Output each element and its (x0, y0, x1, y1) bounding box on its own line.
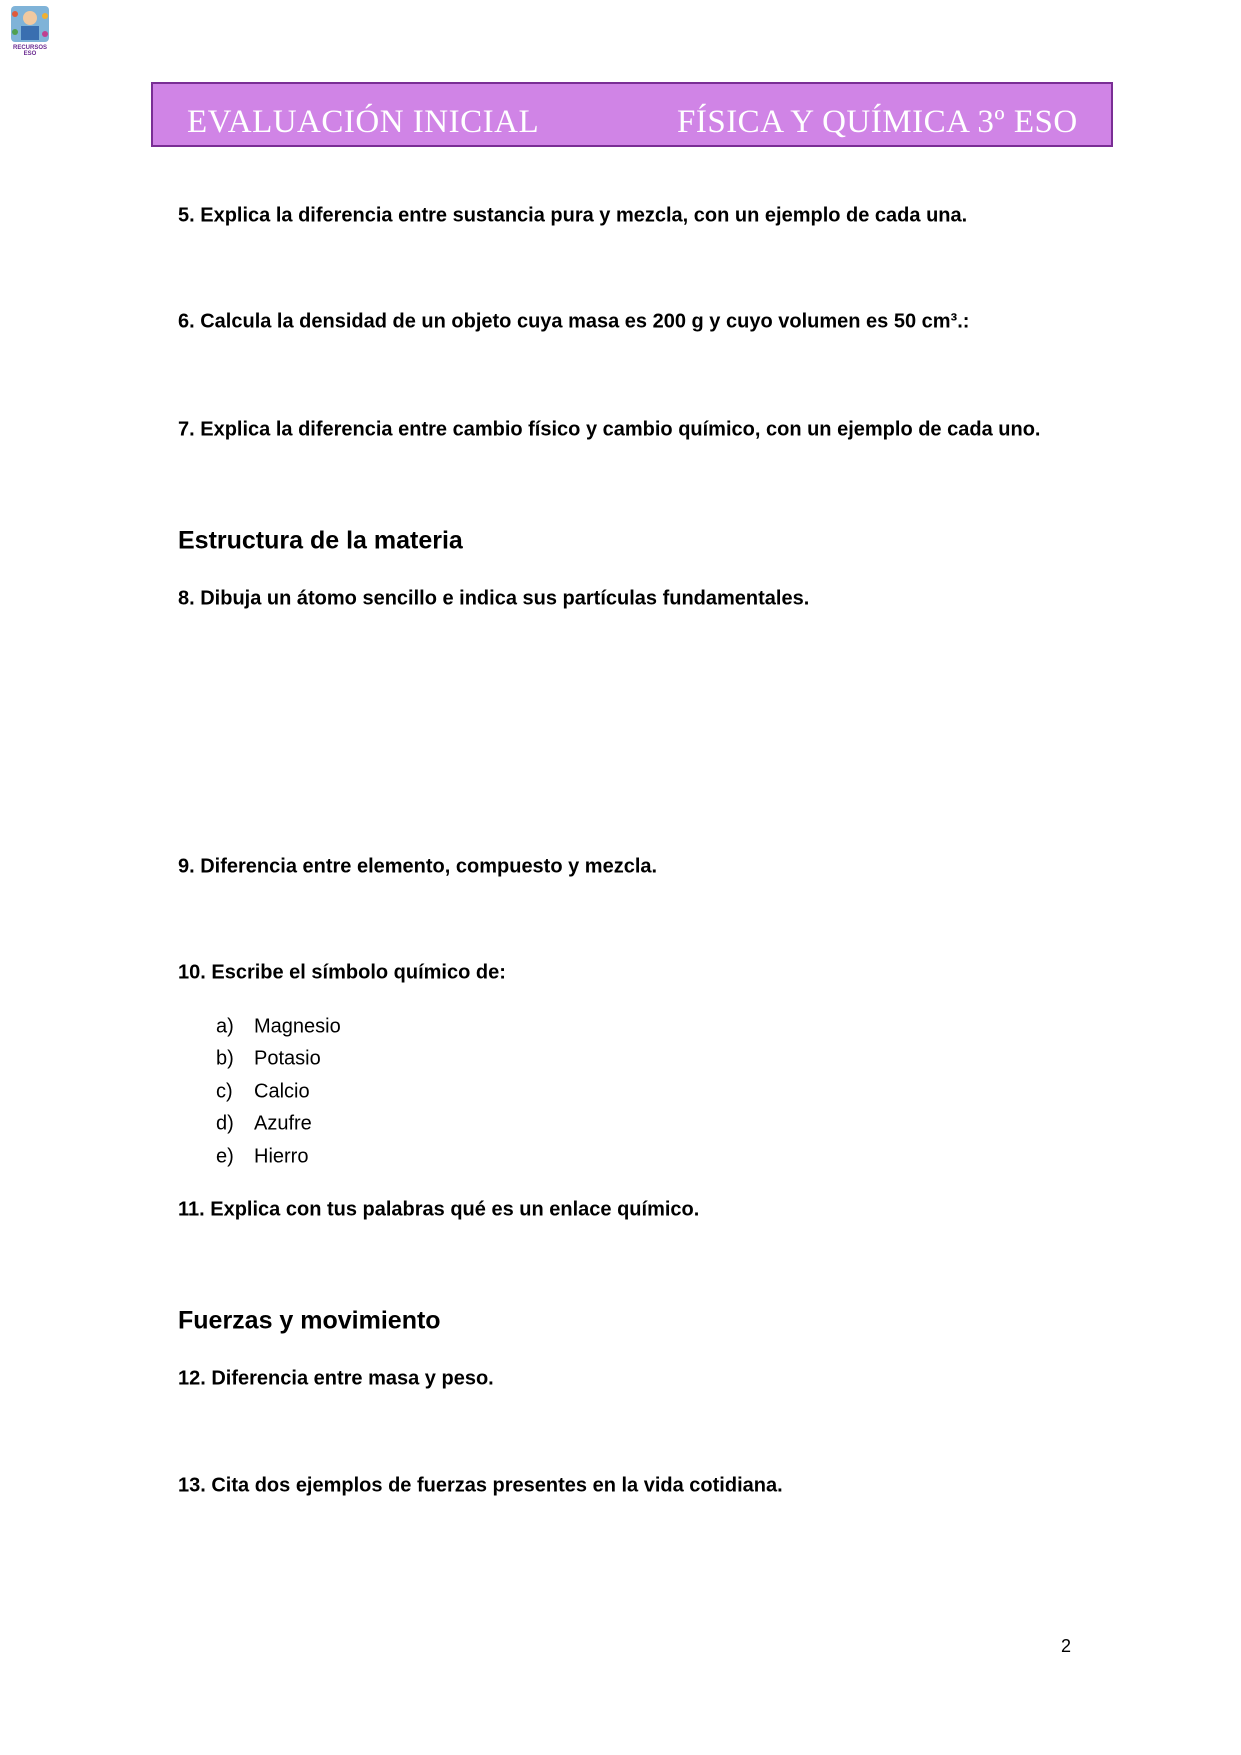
section-heading-structure: Estructura de la materia (178, 526, 463, 555)
list-text: Hierro (254, 1145, 309, 1168)
question-6: 6. Calcula la densidad de un objeto cuya masa es 200 g y cuyo volumen es 50 cm³.: (178, 310, 970, 333)
list-text: Calcio (254, 1080, 310, 1103)
list-label: a) (216, 1015, 234, 1038)
list-text: Potasio (254, 1047, 321, 1070)
question-7: 7. Explica la diferencia entre cambio físico y cambio químico, con un ejemplo de cada uno. (178, 418, 1041, 441)
header-banner (151, 82, 1113, 147)
list-item (216, 1048, 321, 1071)
header-subject: FÍSICA Y QUÍMICA 3º ESO (677, 104, 1078, 140)
list-label: b) (216, 1047, 234, 1070)
section-heading-forces: Fuerzas y movimiento (178, 1306, 441, 1335)
question-11: 11. Explica con tus palabras qué es un enlace químico. (178, 1198, 700, 1221)
list-item (216, 1146, 308, 1169)
list-item (216, 1081, 310, 1104)
list-label: d) (216, 1112, 234, 1135)
list-label: e) (216, 1145, 234, 1168)
svg-text:RECURSOS: RECURSOS (12, 45, 48, 51)
question-12: 12. Diferencia entre masa y peso. (178, 1367, 494, 1390)
list-text: Azufre (254, 1112, 312, 1135)
recursos-eso-logo (9, 4, 51, 56)
question-9: 9. Diferencia entre elemento, compuesto y mezcla. (178, 855, 658, 878)
svg-text:ESO: ESO (23, 51, 37, 56)
question-8: 8. Dibuja un átomo sencillo e indica sus partículas fundamentales. (178, 587, 810, 610)
list-label: c) (216, 1080, 233, 1103)
header-title: EVALUACIÓN INICIAL (187, 104, 540, 140)
page-number: 2 (1061, 1636, 1072, 1656)
question-10: 10. Escribe el símbolo químico de: (178, 961, 506, 984)
question-13: 13. Cita dos ejemplos de fuerzas presentes en la vida cotidiana. (178, 1474, 783, 1497)
list-text: Magnesio (254, 1015, 341, 1038)
question-5: 5. Explica la diferencia entre sustancia pura y mezcla, con un ejemplo de cada una. (178, 204, 968, 227)
list-item (216, 1113, 312, 1136)
list-item (216, 1016, 341, 1039)
